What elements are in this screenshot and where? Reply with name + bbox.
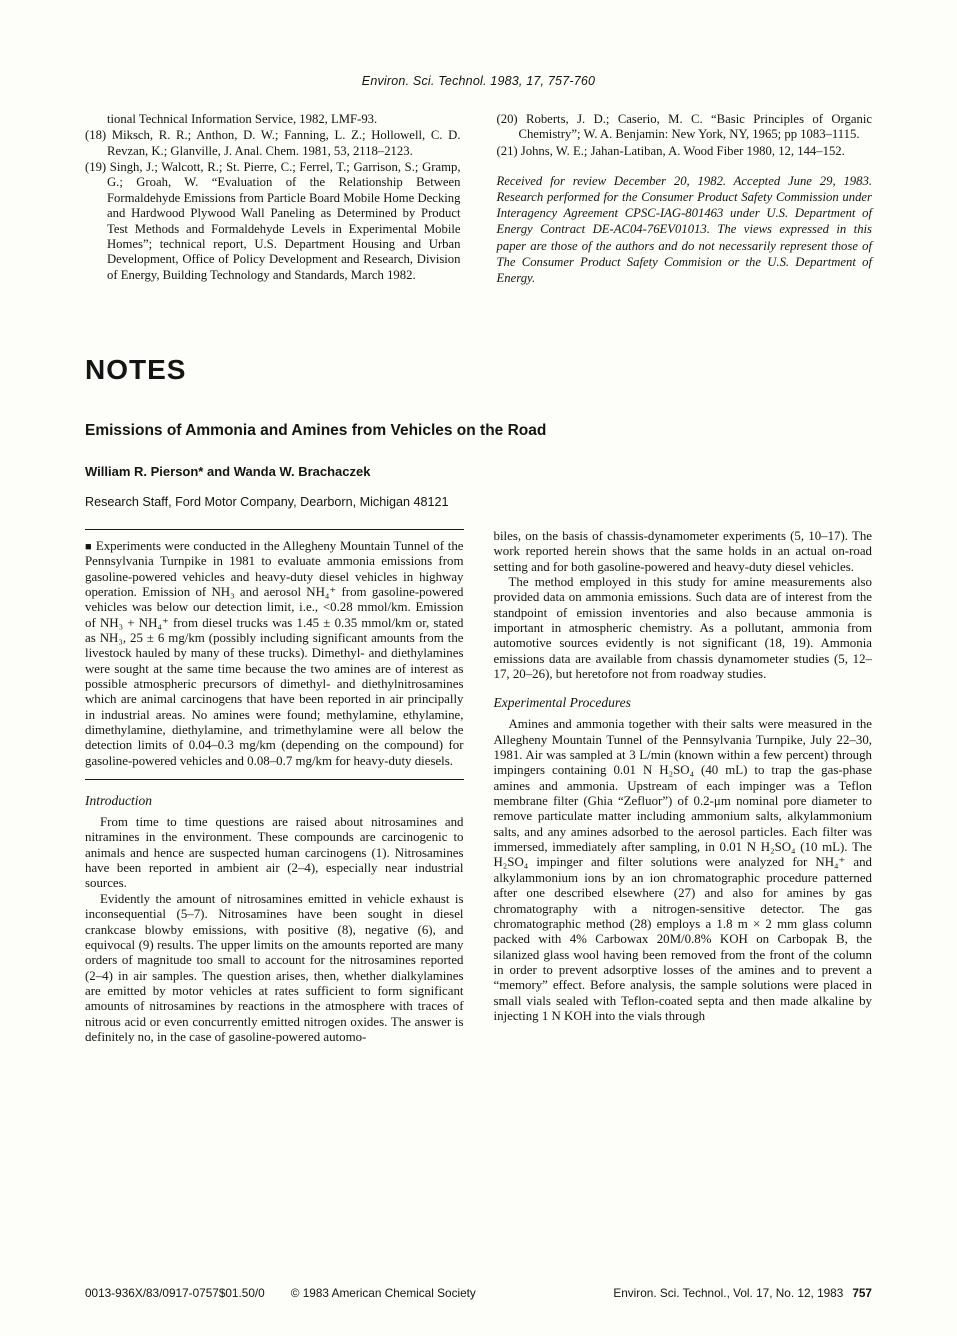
page-footer — [85, 1286, 872, 1300]
journal-running-head: Environ. Sci. Technol. 1983, 17, 757-760 — [361, 74, 596, 88]
references-left-column — [85, 112, 461, 286]
article-body — [85, 529, 872, 1045]
footer-right — [613, 1286, 872, 1300]
introduction-paragraph-1: From time to time questions are raised about nitrosamines and nitramines in the environment. These compounds are carcinogenic to animals and hence are suspected human carcinogens (1). Nitrosamines have been reported in ambient air (2–4), especially near industrial sources. — [85, 815, 464, 891]
footer-page-number: 757 — [852, 1286, 872, 1300]
footer-issn-code: 0013-936X/83/0917-0757$01.50/0 — [85, 1286, 265, 1300]
introduction-heading: Introduction — [85, 793, 152, 809]
abstract-bottom-rule — [85, 779, 464, 780]
abstract-paragraph — [85, 539, 464, 769]
reference-19: (19) Singh, J.; Walcott, R.; St. Pierre, C.; Ferrel, T.; Garrison, S.; Gramp, G.; Groah, W. “Evaluation of the Relationship Between Formaldehyde Emissions from Particle Board Mobile Home Decking and Hardwood Plywood Wall Paneling as Determined by Product Test Methods and Formaldehyde Levels in Experimental Mobile Homes”; technical report, U.S. Department Housing and Urban Development, Office of Policy Development and Research, Division of Energy, Building Technology and Standards, March 1982. — [85, 160, 461, 282]
body-paragraph-ammonia: The method employed in this study for amine measurements also provided data on ammonia emissions. Such data are of interest from the standpoint of emission inventories and also because ammonia is important in atmospheric chemistry. As a pollutant, ammonia from automotive sources evidently is not significant (18, 19). Ammonia emissions data are available from chassis dynamometer studies (5, 12–17, 20–26), but heretofore not from roadway studies. — [493, 574, 872, 682]
experimental-paragraph: Amines and ammonia together with their salts were measured in the Allegheny Mountain Tunnel of the Pennsylvania Turnpike, July 22–30, 1981. Air was sampled at 3 L/min (known within a few percent) through impingers containing 0.01 N H₂SO₄ (40 mL) to trap the gas-phase amines and ammonia. Upstream of each impinger was a Teflon membrane filter (Ghia “Zefluor”) of 0.2-μm nominal pore diameter to remove particulate matter including ammonium salts, alkylammonium salts, and any amines adsorbed to the aerosol particles. Each filter was immersed, immediately after sampling, in 0.01 N H₂SO₄ (10 mL). The H₂SO₄ impinger and filter solutions were analyzed for NH₄⁺ and alkylammonium ions by an ion chromatographic procedure patterned after one described elsewhere (27) and also for amines by gas chromatography with a nitrogen-sensitive detector. The gas chromatographic method (28) employs a 1.8 m × 2 mm glass column packed with 4% Carbowax 20M/0.8% KOH on Carbopak B, the silanized glass wool having been removed from the front of the column in order to prevent adsorptive losses of the amines and to prevent a “memory” effect. Before analysis, the sample solutions were placed in small vials sealed with Teflon-coated septa and then made alkaline by injecting 1 N KOH into the vials through — [493, 717, 872, 1023]
abstract-top-rule — [85, 529, 464, 530]
received-accepted-note: Received for review December 20, 1982. Accepted June 29, 1983. Research performed for the Consumer Product Safety Commission under Interagency Agreement CPSC-IAG-801463 under U.S. Department of Energy Contract DE-AC04-76EV01013. The views expressed in this paper are those of the authors and do not necessarily represent those of The Consumer Product Safety Commision or the U.S. Department of Energy. — [496, 174, 872, 285]
notes-section-heading: NOTES — [85, 353, 187, 385]
references-section — [85, 112, 872, 286]
reference-continuation: tional Technical Information Service, 1982, LMF-93. — [107, 112, 378, 126]
article-authors: William R. Pierson* and Wanda W. Brachaczek — [85, 463, 371, 479]
body-paragraph-continuation: biles, on the basis of chassis-dynamometer experiments (5, 10–17). The work reported herein shows that the same holds in an actual on-road setting and for both gasoline-powered and heavy-duty diesel vehicles. — [493, 528, 872, 574]
reference-21: (21) Johns, W. E.; Jahan-Latiban, A. Wood Fiber 1980, 12, 144–152. — [496, 143, 845, 158]
abstract-text: Experiments were conducted in the Allegheny Mountain Tunnel of the Pennsylvania Turnpike in 1981 to evaluate ammonia emissions from gasoline-powered vehicles and heavy-duty diesel vehicles in highway operation. Emission of NH₃ and aerosol NH₄⁺ from gasoline-powered vehicles was below our detection limit, i.e., <0.28 mmol/km. Emission of NH₃ + NH₄⁺ from diesel trucks was 1.45 ± 0.35 mmol/km or, stated as NH₃, 25 ± 6 mg/km (possibly including significant amounts from the livestock hauled by many of these trucks). Dimethyl- and diethylamines were sought at the same time because the two amines are of interest as possible atmospheric precursors of dimethyl- and diethylnitrosamines which are animal carcinogens that have been reported in air principally in industrial areas. No amines were found; methylamine, ethylamine, dimethylamine, diethylamine, and trimethylamine were all below the detection limits of 0.04–0.3 mg/km (depending on the compound) for gasoline-powered vehicles and 0.08–0.7 mg/km for heavy-duty diesels. — [85, 538, 464, 768]
article-affiliation: Research Staff, Ford Motor Company, Dearborn, Michigan 48121 — [85, 494, 449, 509]
reference-20: (20) Roberts, J. D.; Caserio, M. C. “Basic Principles of Organic Chemistry”; W. A. Benjamin: New York, NY, 1965; pp 1083–1115. — [496, 112, 872, 142]
body-left-column — [85, 529, 464, 1045]
body-right-column — [494, 529, 873, 1045]
footer-copyright: © 1983 American Chemical Society — [290, 1286, 476, 1300]
references-right-column — [497, 112, 873, 286]
footer-journal-ref: Environ. Sci. Technol., Vol. 17, No. 12, 1983 — [613, 1286, 844, 1300]
abstract-marker: ■ — [85, 540, 93, 553]
footer-left — [85, 1286, 476, 1300]
article-title: Emissions of Ammonia and Amines from Vehicles on the Road — [85, 421, 547, 439]
introduction-paragraph-2: Evidently the amount of nitrosamines emitted in vehicle exhaust is inconsequential (5–7). Nitrosamines have been sought in diesel crankcase blowby emissions, with positive (8), negative (6), and equivocal (9) results. The upper limits on the amounts reported are many orders of magnitude too small to account for the nitrosamines reported (2–4) in air samples. The question arises, then, whether dialkylamines are emitted by motor vehicles at rates sufficient to form significant amounts of nitrosamines by reactions in the atmosphere with traces of nitrous acid or even concurrently emitted nitrogen oxides. The answer is definitely no, in the case of gasoline-powered automo- — [85, 891, 464, 1044]
experimental-procedures-heading: Experimental Procedures — [493, 695, 631, 711]
reference-18: (18) Miksch, R. R.; Anthon, D. W.; Fanning, L. Z.; Hollowell, C. D. Revzan, K.; Glanville, J. Anal. Chem. 1981, 53, 2118–2123. — [85, 128, 461, 158]
